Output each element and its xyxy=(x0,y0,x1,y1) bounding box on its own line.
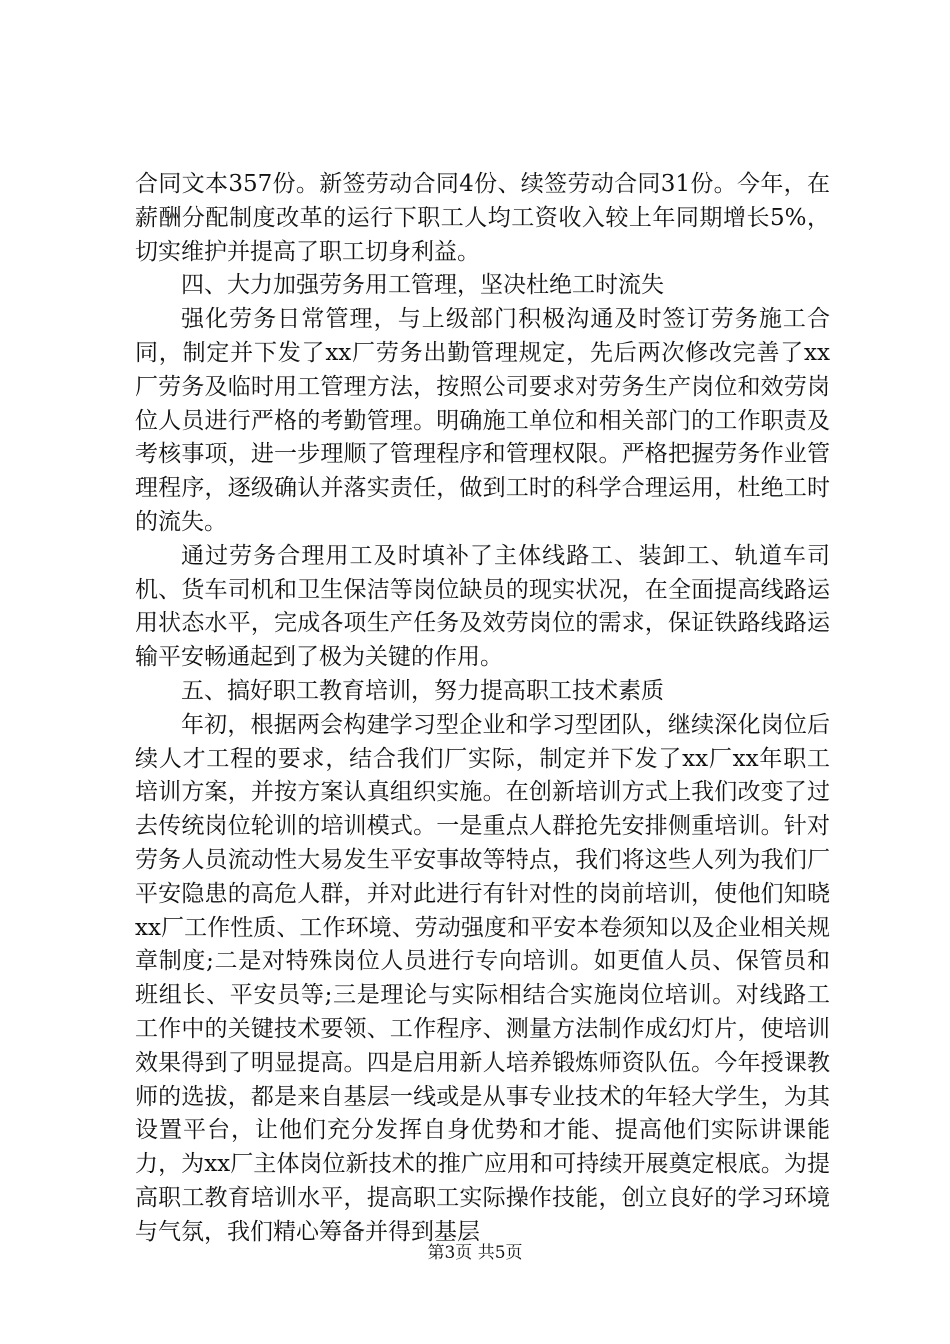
paragraph-labor-staffing: 通过劳务合理用工及时填补了主体线路工、装卸工、轨道车司机、货车司机和卫生保洁等岗位缺员的现实状况，在全面提高线路运用状态水平，完成各项生产任务及效劳岗位的需求，保证铁路线路运输平安畅通起到了极为关键的作用。 xyxy=(135,542,830,671)
section-heading-five: 五、搞好职工教育培训，努力提高职工技术素质 xyxy=(181,677,664,704)
document-body xyxy=(135,168,830,1250)
section-heading-four: 四、大力加强劳务用工管理，坚决杜绝工时流失 xyxy=(181,272,664,299)
paragraph-training: 年初，根据两会构建学习型企业和学习型团队，继续深化岗位后续人才工程的要求，结合我们厂实际，制定并下发了xx厂xx年职工培训方案，并按方案认真组织实施。在创新培训方式上我们改变了过去传统岗位轮训的培训模式。一是重点人群抢先安排侧重培训。针对劳务人员流动性大易发生平安事故等特点，我们将这些人列为我们厂平安隐患的高危人群，并对此进行有针对性的岗前培训，使他们知晓xx厂工作性质、工作环境、劳动强度和平安本卷须知以及企业相关规章制度;二是对特殊岗位人员进行专向培训。如更值人员、保管员和班组长、平安员等;三是理论与实际相结合实施岗位培训。对线路工工作中的关键技术要领、工作程序、测量方法制作成幻灯片，使培训效果得到了明显提高。四是启用新人培养锻炼师资队伍。今年授课教师的选拔，都是来自基层一线或是从事专业技术的年轻大学生，为其设置平台，让他们充分发挥自身优势和才能、提高他们实际讲课能力，为xx厂主体岗位新技术的推广应用和可持续开展奠定根底。为提高职工教育培训水平，提高职工实际操作技能，创立良好的学习环境与气氛，我们精心筹备并得到基层 xyxy=(135,711,830,1245)
paragraph-labor-management: 强化劳务日常管理，与上级部门积极沟通及时签订劳务施工合同，制定并下发了xx厂劳务出勤管理规定，先后两次修改完善了xx厂劳务及临时用工管理方法，按照公司要求对劳务生产岗位和效劳岗位人员进行严格的考勤管理。明确施工单位和相关部门的工作职责及考核事项，进一步理顺了管理程序和管理权限。严格把握劳务作业管理程序，逐级确认并落实责任，做到工时的科学合理运用，杜绝工时的流失。 xyxy=(135,306,830,535)
page-number-footer: 第3页 共5页 xyxy=(427,1243,523,1263)
paragraph-continuation: 合同文本357份。新签劳动合同4份、续签劳动合同31份。今年，在薪酬分配制度改革的运行下职工人均工资收入较上年同期增长5%，切实维护并提高了职工切身利益。 xyxy=(135,171,830,265)
